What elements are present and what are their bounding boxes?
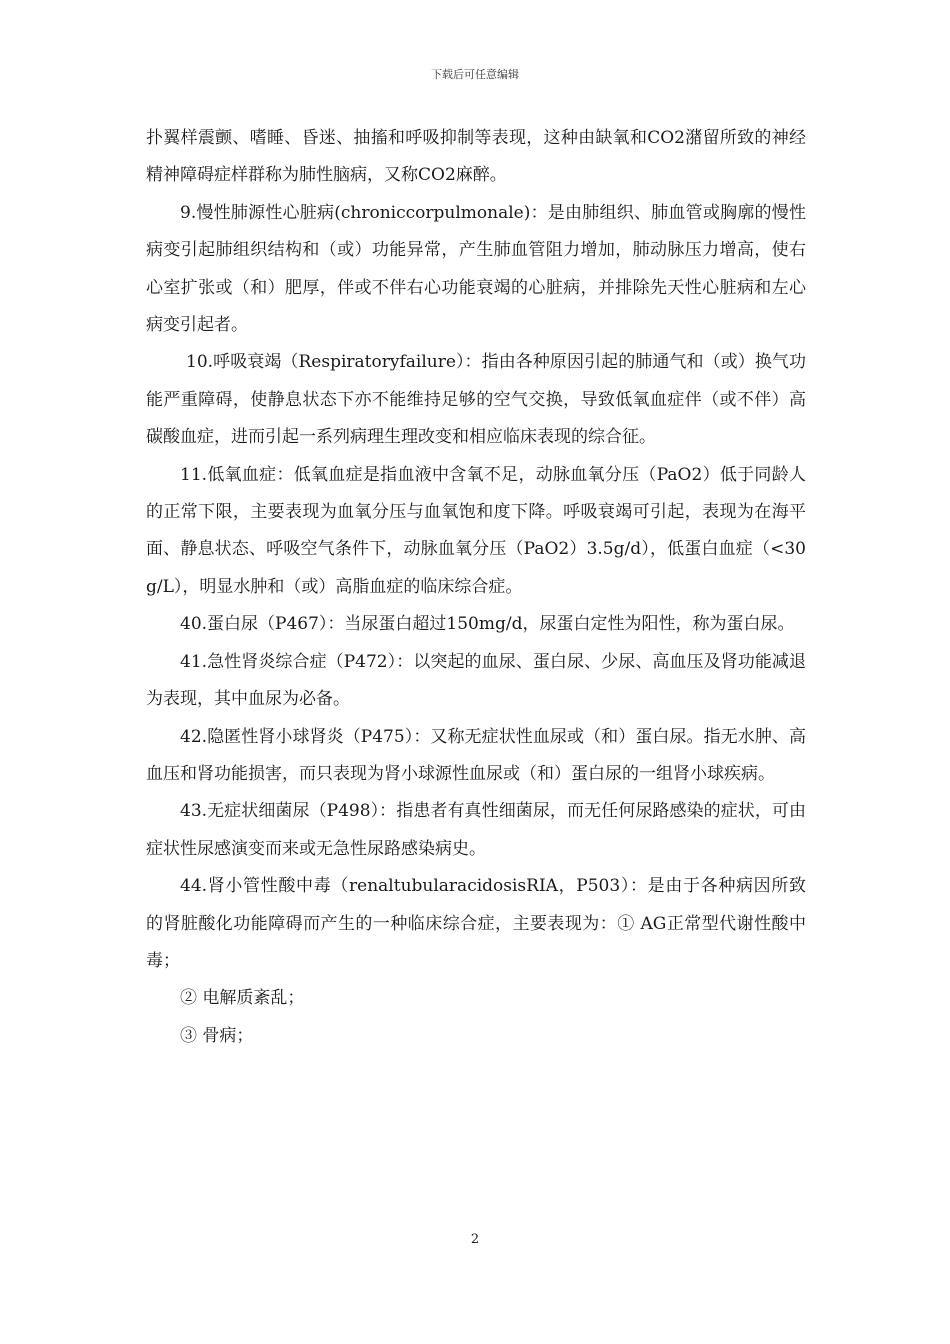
paragraph-asymptomatic-bacteriuria: 43.无症状细菌尿（P498）：指患者有真性细菌尿，而无任何尿路感染的症状，可由症状性尿感演变而来或无急性尿路感染病史。 bbox=[146, 801, 806, 859]
paragraph-hypoxemia: 11.低氧血症：低氧血症是指血液中含氧不足，动脉血氧分压（PaO2）低于同龄人的正常下限，主要表现为血氧分压与血氧饱和度下降。呼吸衰竭可引起，表现为在海平面、静息状态、呼吸空气条件下，动脉血氧分压（PaO2）3.5g/d），低蛋白血症（<30g/L），明显水肿和（或）高脂血症的临床综合症。 bbox=[146, 464, 806, 597]
document-body bbox=[146, 120, 806, 1055]
paragraph-chronic-cor-pulmonale: 9.慢性肺源性心脏病(chroniccorpulmonale)：是由肺组织、肺血管或胸廓的慢性病变引起肺组织结构和（或）功能异常，产生肺血管阻力增加，肺动脉压力增高，使右心室扩张或（和）肥厚，伴或不伴右心功能衰竭的心脏病，并排除先天性心脏病和左心病变引起者。 bbox=[146, 202, 806, 336]
page-header: 下载后可任意编辑 bbox=[431, 68, 519, 81]
list-item-electrolyte-disorder: ② 电解质紊乱； bbox=[180, 988, 305, 1009]
paragraph-latent-glomerulonephritis: 42.隐匿性肾小球肾炎（P475）：又称无症状性血尿或（和）蛋白尿。指无水肿、高血压和肾功能损害，而只表现为肾小球源性血尿或（和）蛋白尿的一组肾小球疾病。 bbox=[146, 726, 806, 784]
paragraph-acute-nephritic-syndrome: 41.急性肾炎综合症（P472）：以突起的血尿、蛋白尿、少尿、高血压及肾功能减退为表现，其中血尿为必备。 bbox=[146, 651, 806, 710]
paragraph-proteinuria: 40.蛋白尿（P467）：当尿蛋白超过150mg/d，尿蛋白定性为阳性，称为蛋白尿。 bbox=[180, 614, 795, 635]
paragraph-renal-tubular-acidosis: 44.肾小管性酸中毒（renaltubularacidosisRIA，P503）：是由于各种病因所致的肾脏酸化功能障碍而产生的一种临床综合症，主要表现为：① AG正常型代谢性酸中毒； bbox=[146, 876, 806, 971]
paragraph-respiratory-failure: 10.呼吸衰竭（Respiratoryfailure）：指由各种原因引起的肺通气和（或）换气功能严重障碍，使静息状态下亦不能维持足够的空气交换，导致低氧血症伴（或不伴）高碳酸血症，进而引起一系列病理生理改变和相应临床表现的综合征。 bbox=[146, 352, 806, 448]
paragraph-pulmonary-encephalopathy-continued: 扑翼样震颤、嗜睡、昏迷、抽搐和呼吸抑制等表现，这种由缺氧和CO2潴留所致的神经精神障碍症样群称为肺性脑病，又称CO2麻醉。 bbox=[146, 128, 806, 186]
page-number: 2 bbox=[470, 1232, 480, 1247]
list-item-bone-disease: ③ 骨病； bbox=[180, 1025, 254, 1046]
